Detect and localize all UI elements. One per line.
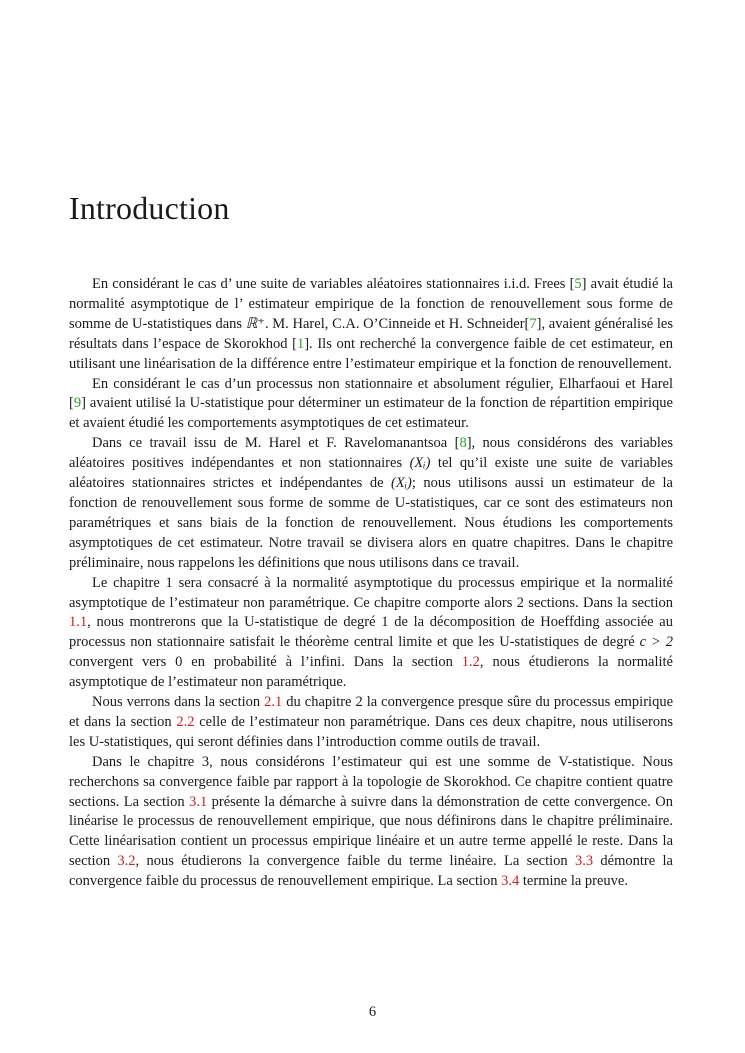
text: ] avait étudié la normalité asymptotique de l’ estimateur empirique de la fonction de renouvellement sous forme de somme de U-statistiques dans xyxy=(69,276,673,332)
text: En considérant le cas d’un processus non stationnaire et absolument régulier, Elharfaoui et Harel [ xyxy=(69,375,673,412)
math-inline: (Xᵢ) xyxy=(391,475,412,492)
citation-link[interactable]: 1 xyxy=(296,335,305,352)
text: ; nous utilisons aussi un estimateur de la fonction de renouvellement sous forme de somme de U-statistiques, car ce sont des estimateurs non paramétriques et sans biais de la fonction de renouvellement. Nous étudions les comportements asymptotiques de cet estimateur. Notre travail se divisera alors en quatre chapitres. Dans le chapitre préliminaire, nous rappelons les définitions que nous utilisons dans ce travail. xyxy=(69,475,673,571)
section-link[interactable]: 1.2 xyxy=(461,654,480,671)
paragraph-3 xyxy=(69,434,673,573)
citation-link[interactable]: 8 xyxy=(459,435,467,452)
section-link[interactable]: 2.2 xyxy=(176,713,195,730)
text: Le chapitre 1 sera consacré à la normalité asymptotique du processus empirique et la normalité asymptotique de l’estimateur non paramétrique. Ce chapitre comporte alors 2 sections. Dans la section xyxy=(69,574,673,611)
math-inline: c > 2 xyxy=(639,634,673,651)
text: ] avaient utilisé la U-statistique pour déterminer un estimateur de la fonction de répartition empirique et avaient étudié les comportements asymptotiques de cet estimateur. xyxy=(69,395,673,432)
citation-link[interactable]: 5 xyxy=(574,276,582,292)
paragraph-4 xyxy=(69,574,673,693)
text: Nous verrons dans la section xyxy=(92,694,265,711)
section-link[interactable]: 3.3 xyxy=(574,853,594,870)
text: En considérant le cas d’ une suite de variables aléatoires stationnaires i.i.d. Frees [ xyxy=(92,276,575,292)
text: , nous étudierons la normalité asymptotique de l’estimateur non paramétrique. xyxy=(69,654,673,691)
chapter-title: Introduction xyxy=(69,190,230,226)
text: , nous montrerons que la U-statistique de degré 1 de la décomposition de Hoeffding associée au processus non stationnaire satisfait le théorème central limite et que les U-statistiques de degré xyxy=(69,614,673,651)
text: démontre la convergence faible du processus de renouvellement empirique. La section xyxy=(69,853,673,890)
section-link[interactable]: 2.1 xyxy=(264,694,283,711)
introduction-body xyxy=(69,275,673,892)
text: ], avaient généralisé les résultats dans l’espace de Skorokhod [ xyxy=(69,315,673,352)
paragraph-1 xyxy=(69,275,673,375)
section-link[interactable]: 1.1 xyxy=(69,614,88,631)
text: ]. Ils ont recherché la convergence faible de cet estimateur, en utilisant une linéarisation de la différence entre l’estimateur empirique et la fonction de renouvellement. xyxy=(69,335,673,372)
text: celle de l’estimateur non paramétrique. Dans ces deux chapitre, nous utiliserons les U-statistiques, qui seront définies dans l’introduction comme outils de travail. xyxy=(69,713,673,750)
citation-link[interactable]: 9 xyxy=(73,395,82,412)
math-inline: ℝ⁺ xyxy=(245,315,265,332)
text: Dans ce travail issu de M. Harel et F. Ravelomanantsoa [ xyxy=(92,435,460,452)
text: ], nous considérons des variables aléatoires positives indépendantes et non stationnaires xyxy=(69,435,674,472)
text: . M. Harel, C.A. O’Cinneide et H. Schneider[ xyxy=(264,315,530,332)
citation-link[interactable]: 7 xyxy=(529,315,537,332)
section-link[interactable]: 3.4 xyxy=(501,873,520,890)
section-link[interactable]: 3.2 xyxy=(117,853,136,870)
paragraph-2 xyxy=(69,375,673,435)
text: convergent vers 0 en probabilité à l’infini. Dans la section xyxy=(69,654,462,671)
text: , nous étudierons la convergence faible du terme linéaire. La section xyxy=(135,853,575,870)
text: termine la preuve. xyxy=(519,873,628,890)
text: Dans le chapitre 3, nous considérons l’estimateur qui est une somme de V-statistique. Nous recherchons sa convergence faible par rapport à la topologie de Skorokhod. Ce chapitre contient quatre sections. La section xyxy=(69,753,673,810)
paragraph-5 xyxy=(69,693,673,753)
text: présente la démarche à suivre dans la démonstration de cette convergence. On linéarise le processus de renouvellement empirique, que nous définirons dans le chapitre préliminaire. Cette linéarisation contient un processus empirique linéaire et un autre terme appellé le reste. Dans la section xyxy=(69,793,673,870)
text: tel qu’il existe une suite de variables aléatoires stationnaires strictes et indépendantes de xyxy=(69,455,673,492)
paragraph-6 xyxy=(69,753,673,892)
text: du chapitre 2 la convergence presque sûre du processus empirique et dans la section xyxy=(69,694,674,730)
section-link[interactable]: 3.1 xyxy=(189,793,208,810)
math-inline: (Xᵢ) xyxy=(409,455,431,472)
page-number: 6 xyxy=(368,1004,377,1020)
